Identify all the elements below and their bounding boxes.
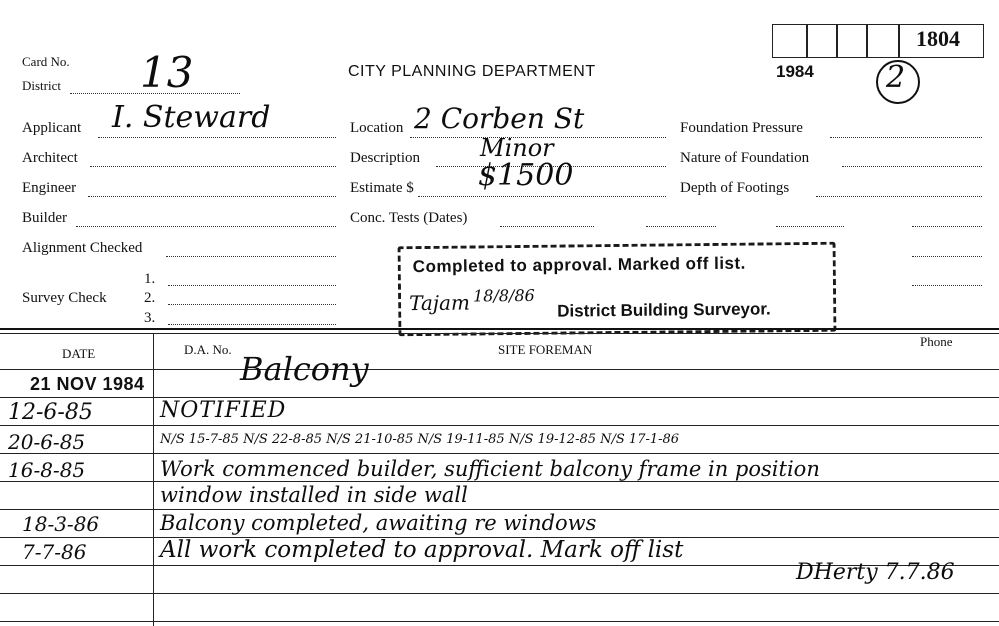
foundation-pressure-line [830, 137, 982, 138]
depth-label: Depth of Footings [680, 180, 790, 196]
conc-line-1 [500, 226, 594, 227]
depth-line [816, 196, 982, 197]
builder-label: Builder [22, 210, 67, 226]
header-rule [0, 369, 999, 370]
table-top-rule [0, 328, 999, 330]
applicant-line [98, 137, 336, 138]
location-value: 2 Corben St [414, 102, 585, 135]
number-box-2 [806, 24, 838, 58]
conc-line-3 [776, 226, 844, 227]
location-label: Location [350, 120, 404, 136]
engineer-label: Engineer [22, 180, 77, 196]
stamp-date: 18/8/86 [472, 285, 535, 306]
applicant-value: I. Steward [112, 100, 271, 135]
number-box-4 [866, 24, 900, 58]
row-rule-4 [0, 481, 999, 482]
survey-label: Survey Check [22, 290, 107, 306]
table-row-entry: All work completed to approval. Mark off list [160, 537, 684, 563]
table-row-entry: NOTIFIED [160, 398, 287, 423]
estimate-value: $1500 [478, 158, 574, 193]
survey-line-3 [168, 324, 336, 325]
table-row-entry: Balcony [240, 350, 369, 388]
stamp-line-1: Completed to approval. Marked off list. [412, 253, 746, 277]
year-mark: 2 [886, 60, 906, 95]
estimate-label: Estimate $ [350, 180, 414, 196]
date-header: DATE [62, 346, 96, 361]
approval-stamp [398, 242, 837, 337]
signoff-signature: DHerty 7.7.86 [796, 560, 955, 585]
conc-line-4 [912, 226, 982, 227]
table-row-date: 16-8-85 [8, 458, 86, 482]
survey-item-2: 2. [144, 290, 156, 306]
table-row-entry: Work commenced builder, sufficient balcony frame in position [160, 457, 820, 481]
survey-item-1: 1. [144, 271, 156, 287]
applicant-label: Applicant [22, 120, 82, 136]
card-no-label: Card No. [22, 54, 70, 69]
conc-line-2 [646, 226, 716, 227]
da-header: D.A. No. [184, 342, 232, 357]
alignment-line [166, 256, 336, 257]
nature-line [842, 166, 982, 167]
year: 1984 [776, 62, 814, 81]
table-row-date: 21 NOV 1984 [30, 374, 145, 394]
table-row-date: 12-6-85 [8, 400, 93, 425]
date-column-divider [153, 333, 154, 626]
survey-line-2 [168, 304, 336, 305]
survey-item-3: 3. [144, 310, 156, 326]
stamp-signature: Tajam [409, 290, 471, 316]
district-label: District [22, 78, 61, 93]
conc-line-5 [912, 256, 982, 257]
architect-line [90, 166, 336, 167]
department-title: CITY PLANNING DEPARTMENT [348, 63, 596, 80]
row-rule-8 [0, 593, 999, 594]
phone-header: Phone [920, 334, 953, 349]
survey-line-1 [168, 285, 336, 286]
engineer-line [88, 196, 336, 197]
card-number: 1804 [916, 26, 960, 51]
table-top-rule-2 [0, 333, 999, 334]
number-box-3 [836, 24, 868, 58]
row-rule-5 [0, 509, 999, 510]
architect-label: Architect [22, 150, 78, 166]
description-label: Description [350, 150, 420, 166]
stamp-line-2: District Building Surveyor. [557, 299, 771, 321]
table-row-entry: Balcony completed, awaiting re windows [160, 511, 597, 535]
description-value: Minor [480, 134, 554, 162]
number-box-1 [772, 24, 808, 58]
row-rule-9 [0, 621, 999, 622]
conc-line-6 [912, 285, 982, 286]
conc-tests-label: Conc. Tests (Dates) [350, 210, 468, 226]
nature-label: Nature of Foundation [680, 150, 810, 166]
table-row-date: 18-3-86 [22, 512, 100, 536]
row-rule-2 [0, 425, 999, 426]
foundation-pressure-label: Foundation Pressure [680, 120, 803, 136]
foreman-header: SITE FOREMAN [498, 342, 593, 357]
table-row-entry: N/S 15-7-85 N/S 22-8-85 N/S 21-10-85 N/S 19-11-85 N/S 19-12-85 N/S 17-1-86 [160, 432, 680, 447]
table-row-date: 7-7-86 [22, 540, 87, 564]
builder-line [76, 226, 336, 227]
table-row-entry: window installed in side wall [160, 483, 468, 507]
row-rule-3 [0, 453, 999, 454]
table-row-date: 20-6-85 [8, 430, 86, 454]
row-rule-1 [0, 397, 999, 398]
district-value: 13 [140, 48, 194, 97]
alignment-label: Alignment Checked [22, 240, 143, 256]
estimate-line [418, 196, 666, 197]
